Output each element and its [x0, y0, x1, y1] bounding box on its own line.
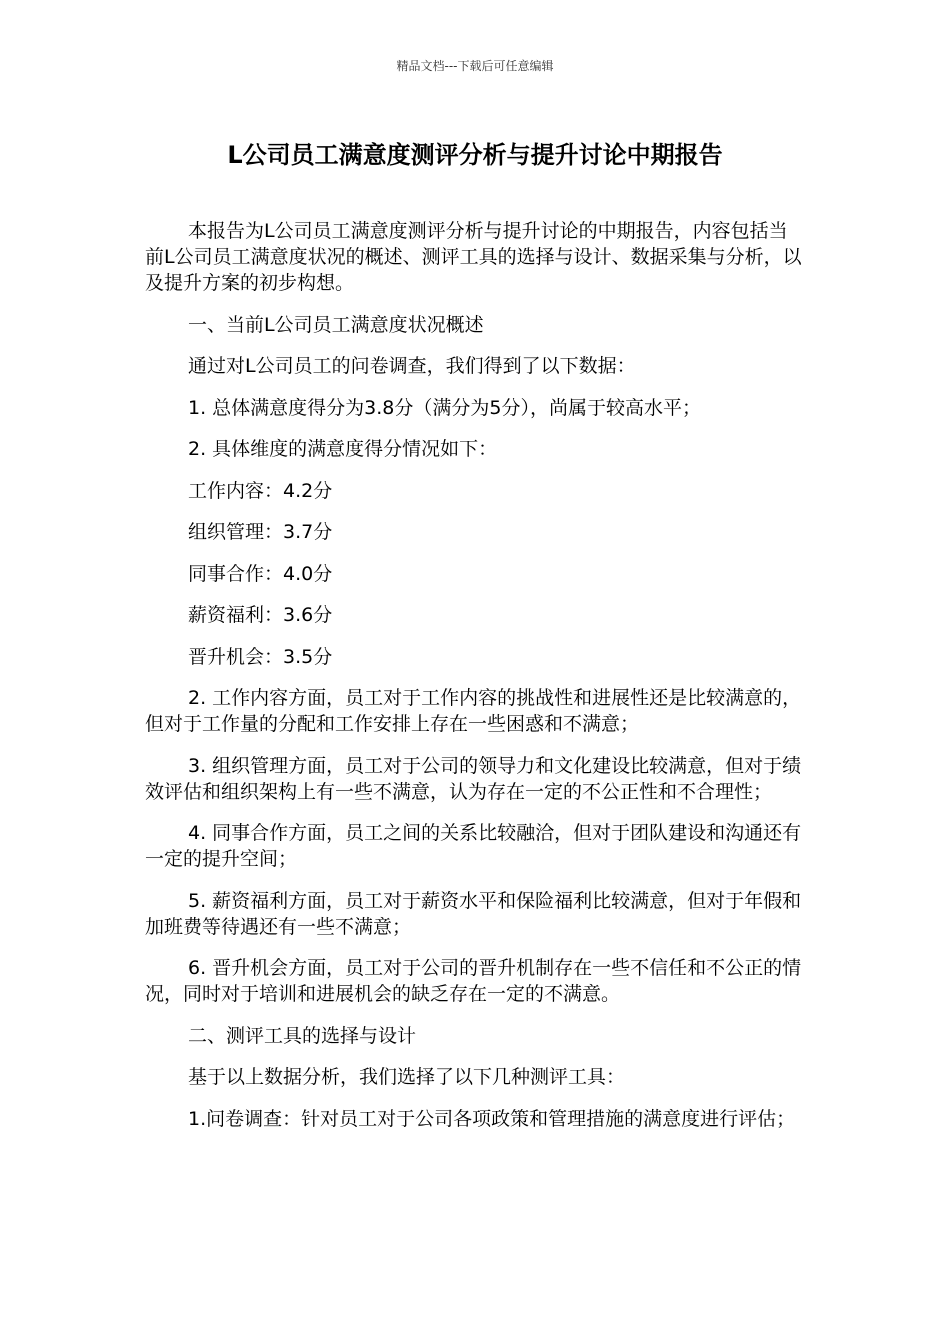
finding-promotion: 6. 晋升机会方面，员工对于公司的晋升机制存在一些不信任和不公正的情况，同时对于培训和进展机会的缺乏存在一定的不满意。 — [145, 957, 802, 1005]
intro-paragraph: 本报告为L公司员工满意度测评分析与提升讨论的中期报告，内容包括当前L公司员工满意度状况的概述、测评工具的选择与设计、数据采集与分析，以及提升方案的初步构想。 — [145, 220, 802, 294]
document-title: L公司员工满意度测评分析与提升讨论中期报告 — [227, 141, 723, 169]
tool-questionnaire-item: 1.问卷调查：针对员工对于公司各项政策和管理措施的满意度进行评估； — [188, 1107, 796, 1130]
score-colleague-cooperation: 同事合作：4.0分 — [188, 562, 333, 585]
section-heading-2: 二、测评工具的选择与设计 — [188, 1024, 417, 1047]
score-organization-management: 组织管理：3.7分 — [188, 521, 333, 543]
score-promotion: 晋升机会：3.5分 — [188, 645, 333, 668]
finding-work-content: 2. 工作内容方面，员工对于工作内容的挑战性和进展性还是比较满意的，但对于工作量的分配和工作安排上存在一些困惑和不满意； — [145, 687, 802, 735]
page-header: 精品文档---下载后可任意编辑 — [396, 59, 554, 73]
finding-colleague-cooperation: 4. 同事合作方面，员工之间的关系比较融洽，但对于团队建设和沟通还有一定的提升空间； — [145, 822, 802, 870]
finding-salary-benefits: 5. 薪资福利方面，员工对于薪资水平和保险福利比较满意，但对于年假和加班费等待遇还有一些不满意； — [145, 889, 802, 938]
survey-intro-paragraph: 通过对L公司员工的问卷调查，我们得到了以下数据： — [188, 355, 636, 377]
dimension-scores-intro: 2. 具体维度的满意度得分情况如下： — [188, 438, 498, 460]
score-salary-benefits: 薪资福利：3.6分 — [188, 604, 333, 626]
overall-score-item: 1. 总体满意度得分为3.8分（满分为5分），尚属于较高水平； — [188, 396, 701, 419]
score-work-content: 工作内容：4.2分 — [188, 479, 333, 502]
tools-intro-paragraph: 基于以上数据分析，我们选择了以下几种测评工具： — [188, 1066, 626, 1088]
document-body — [145, 218, 805, 1147]
finding-organization-management: 3. 组织管理方面，员工对于公司的领导力和文化建设比较满意，但对于绩效评估和组织架构上有一些不满意，认为存在一定的不公正性和不合理性； — [145, 754, 802, 803]
section-heading-1: 一、当前L公司员工满意度状况概述 — [188, 313, 484, 336]
